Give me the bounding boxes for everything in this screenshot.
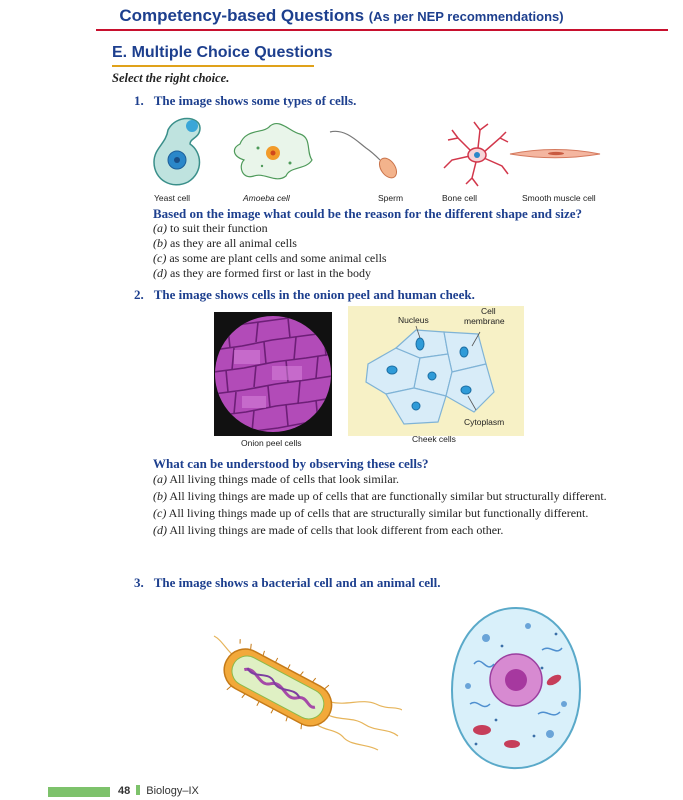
section-title: E. Multiple Choice Questions (112, 44, 333, 61)
question-2-prompt: What can be understood by observing these cells? (153, 456, 429, 471)
label-cell-membrane-line1: Cell (481, 306, 496, 316)
option-c: (c) as some are plant cells and some animal cells (153, 251, 387, 265)
option-c: (c) All living things made up of cells that are structurally similar but functionally different. (153, 506, 589, 520)
option-a: (a) to suit their function (153, 221, 268, 235)
footer (118, 785, 199, 797)
label-cytoplasm: Cytoplasm (464, 417, 505, 427)
question-text: The image shows cells in the onion peel and human cheek. (153, 287, 475, 302)
question-number: 1. (134, 93, 144, 108)
amoeba-cell-image (234, 124, 312, 179)
sperm-cell-image (330, 131, 400, 181)
caption-smooth-muscle-cell: Smooth muscle cell (522, 193, 596, 203)
caption-amoeba-cell: Amoeba cell (243, 193, 290, 203)
footer-bar (48, 787, 110, 797)
page-number: 48 (118, 785, 131, 797)
question-1-options (153, 221, 643, 281)
caption-yeast-cell: Yeast cell (154, 193, 191, 203)
option-b: (b) as they are all animal cells (153, 236, 297, 250)
question-2 (134, 286, 475, 304)
footer-separator (136, 785, 140, 795)
caption-sperm: Sperm (378, 193, 404, 203)
option-d: (d) All living things are made of cells that look different from each other. (153, 523, 504, 537)
question-2-options (153, 472, 643, 538)
question-3 (134, 574, 440, 592)
option-b: (b) All living things are made up of cells that are functionally similar but structurally different. (153, 489, 607, 503)
header-title: Competency-based Questions (119, 6, 365, 25)
label-nucleus: Nucleus (398, 315, 429, 325)
question-number: 2. (134, 287, 144, 302)
bacterial-cell-image (212, 632, 402, 752)
header-subtitle: (As per NEP recommendations) (368, 9, 564, 24)
option-d: (d) as they are formed first or last in the body (153, 266, 371, 280)
caption-onion-peel-cells: Onion peel cells (241, 438, 302, 448)
caption-bone-cell: Bone cell (442, 193, 477, 203)
yeast-cell-image (154, 119, 200, 185)
book-title: Biology–IX (146, 785, 199, 797)
question-text: The image shows a bacterial cell and an animal cell. (153, 575, 441, 590)
section-instruction: Select the right choice. (112, 71, 230, 85)
section-underline (112, 65, 314, 67)
header-divider (96, 29, 668, 31)
cell-types-illustration (140, 108, 620, 190)
question-number: 3. (134, 575, 144, 590)
label-cell-membrane-line2: membrane (464, 316, 505, 326)
option-a: (a) All living things made of cells that look similar. (153, 472, 399, 486)
caption-cheek-cells: Cheek cells (412, 434, 456, 444)
question-1-prompt: Based on the image what could be the reason for the different shape and size? (153, 206, 582, 221)
question-text: The image shows some types of cells. (153, 93, 357, 108)
page-header (0, 6, 683, 26)
onion-peel-image (214, 312, 332, 436)
animal-cell-image (446, 604, 586, 774)
bone-cell-image (444, 122, 508, 186)
smooth-muscle-cell-image (510, 150, 600, 158)
